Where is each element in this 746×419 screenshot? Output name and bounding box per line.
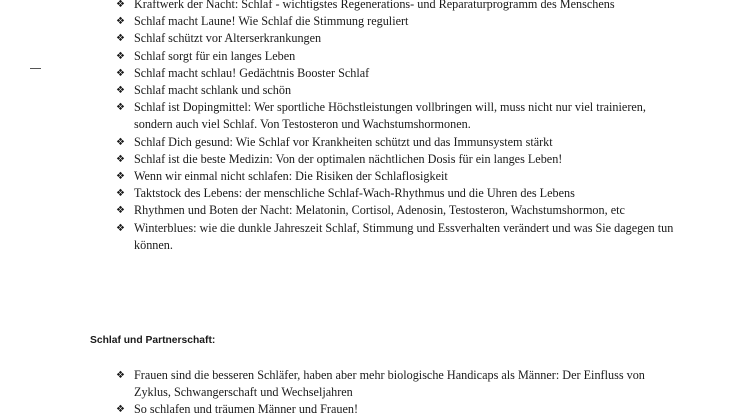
list-item-text: Schlaf schützt vor Alterserkrankungen	[134, 31, 322, 46]
diamond-bullet-icon: ❖	[116, 136, 125, 148]
list-item-text: Rhythmen und Boten der Nacht: Melatonin, Cortisol, Adenosin, Testosteron, Wachstumshormon, etc	[134, 203, 625, 218]
list-item-text: Taktstock des Lebens: der menschliche Schlaf-Wach-Rhythmus und die Uhren des Lebens	[134, 186, 575, 201]
list-item-text: Winterblues: wie die dunkle Jahreszeit Schlaf, Stimmung und Essverhalten verändert und was Sie dagegen tun können.	[134, 220, 674, 252]
list-item	[116, 0, 676, 13]
list-item	[116, 82, 676, 99]
diamond-bullet-icon: ❖	[116, 50, 125, 62]
list-item-text: Schlaf macht schlank und schön	[134, 83, 292, 98]
list-item-text: Schlaf Dich gesund: Wie Schlaf vor Krankheiten schützt und das Immunsystem stärkt	[134, 134, 553, 149]
list-item	[116, 202, 676, 219]
list-item-text: Schlaf ist die beste Medizin: Von der optimalen nächtlichen Dosis für ein langes Leben!	[134, 151, 563, 166]
diamond-bullet-icon: ❖	[116, 171, 125, 183]
list-item-text: Wenn wir einmal nicht schlafen: Die Risiken der Schlaflosigkeit	[134, 169, 448, 184]
diamond-bullet-icon: ❖	[116, 67, 125, 79]
list-item-text: Schlaf macht Laune! Wie Schlaf die Stimmung reguliert	[134, 14, 409, 29]
list-item	[116, 185, 676, 202]
diamond-bullet-icon: ❖	[116, 222, 125, 234]
list-item-text: So schlafen und träumen Männer und Frauen!	[134, 402, 359, 417]
diamond-bullet-icon: ❖	[116, 153, 125, 165]
diamond-bullet-icon: ❖	[116, 0, 125, 10]
section-heading: Schlaf und Partnerschaft:	[90, 335, 216, 346]
list-item-text: Frauen sind die besseren Schläfer, haben aber mehr biologische Handicaps als Männer: Der Einfluss von Zyklus, Schwangerschaft und Wechseljahren	[134, 368, 645, 400]
diamond-bullet-icon: ❖	[116, 102, 125, 114]
list-item-text: Schlaf macht schlau! Gedächtnis Booster Schlaf	[134, 65, 370, 80]
list-item	[116, 134, 676, 151]
list-item	[116, 99, 676, 133]
diamond-bullet-icon: ❖	[116, 370, 125, 381]
section-list	[116, 367, 676, 419]
topic-list	[116, 0, 676, 254]
diamond-bullet-icon: ❖	[116, 85, 125, 97]
list-item	[116, 13, 676, 30]
list-item	[116, 168, 676, 185]
diamond-bullet-icon: ❖	[116, 33, 125, 45]
margin-mark	[30, 68, 41, 69]
diamond-bullet-icon: ❖	[116, 404, 125, 416]
diamond-bullet-icon: ❖	[116, 16, 125, 28]
list-item-text: Kraftwerk der Nacht: Schlaf - wichtigstes Regenerations- und Reparaturprogramm des Menschens	[134, 0, 615, 11]
list-item	[116, 48, 676, 65]
list-item	[116, 30, 676, 47]
list-item	[116, 65, 676, 82]
diamond-bullet-icon: ❖	[116, 205, 125, 217]
list-item	[116, 401, 676, 418]
list-item-text: Schlaf ist Dopingmittel: Wer sportliche Höchstleistungen vollbringen will, muss nicht nur viel trainieren, sondern auch viel Schlaf. Von Testosteron und Wachstumshormonen.	[134, 100, 646, 132]
list-item-text: Schlaf sorgt für ein langes Leben	[134, 48, 296, 63]
list-item	[116, 220, 676, 254]
list-item	[116, 367, 676, 401]
diamond-bullet-icon: ❖	[116, 188, 125, 200]
list-item	[116, 151, 676, 168]
